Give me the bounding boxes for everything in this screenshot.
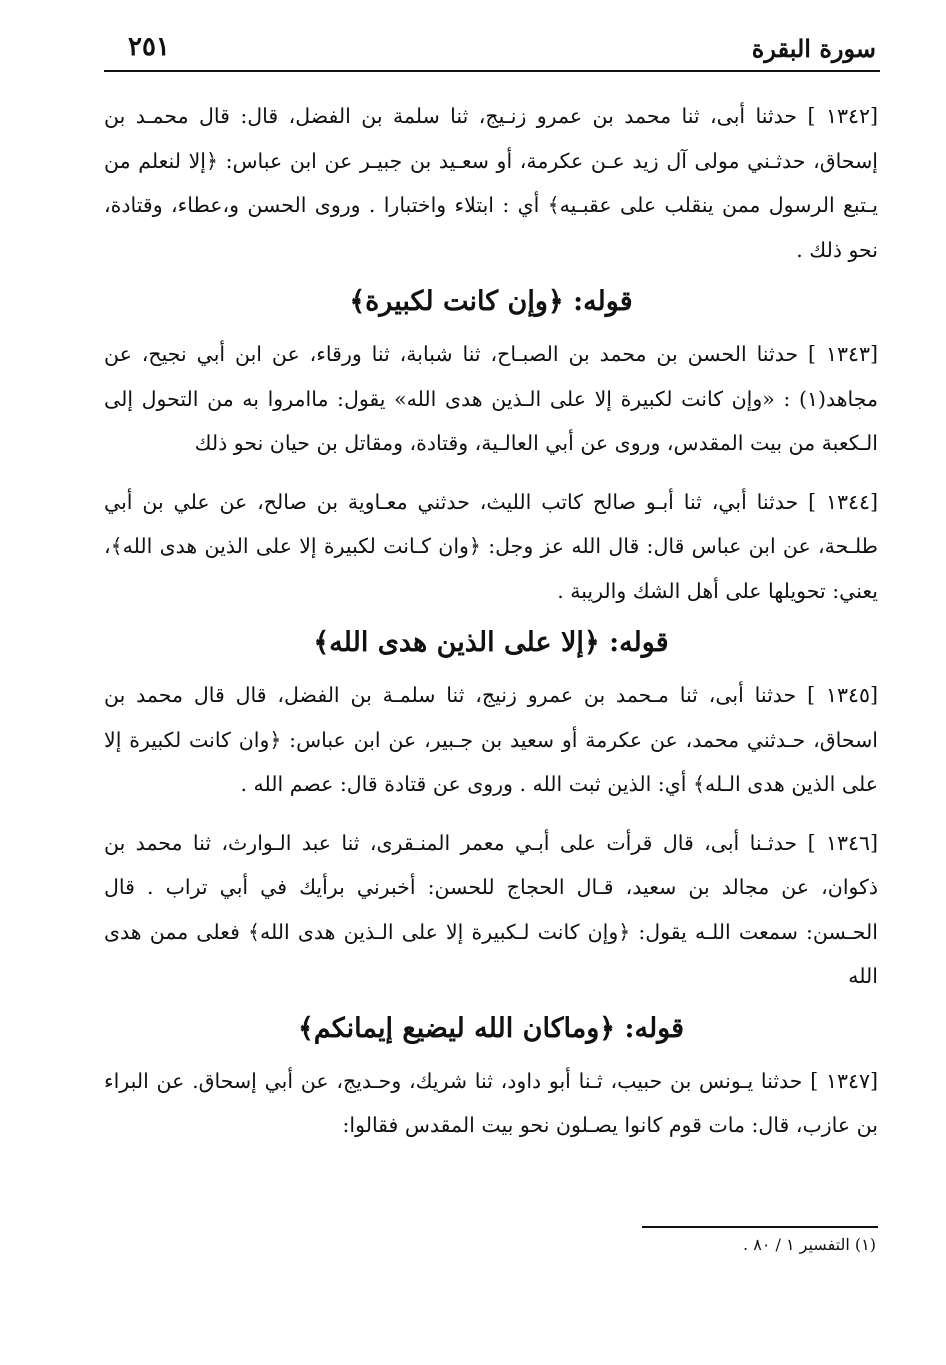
surah-title: سورة البقرة	[751, 34, 876, 63]
section-heading-2: قوله: ﴿إلا على الذين هدى الله﴾	[313, 627, 669, 658]
hadith-number: [١٣٤٢ ]	[807, 104, 878, 128]
paragraph-1345	[104, 673, 878, 807]
hadith-text: حدثنا أبى، ثنا مـحمد بن عمرو زنيج، ثنا سلمـة بن الفضل، قال قال محمد بن اسحاق، حـدثني محمد، عن عكرمة أو سعيد بن جـبير، عن ابن عباس: ﴿وان كانت لكبيرة إلا على الذين هدى الـله﴾ أي: الذين ثبت الله . وروى عن قتادة قال: عصم الله .	[104, 683, 878, 796]
footnote-divider	[642, 1226, 878, 1228]
main-text	[104, 94, 878, 1148]
paragraph-1344	[104, 480, 878, 614]
hadith-text: حدثنا الحسن بن محمد بن الصبـاح، ثنا شبابة، ثنا ورقاء، عن ابن أبي نجيح، عن مجاهد(١) : «وإن كانت لكبيرة إلا على الـذين هدى الله» يقول: ماامروا به من التحول إلى الـكعبة من بيت المقدس، وروى عن أبي العالـية، وقتادة، ومقاتل بن حيان نحو ذلك	[104, 342, 878, 455]
section-heading-3: قوله: ﴿وماكان الله ليضيع إيمانكم﴾	[297, 1012, 685, 1044]
hadith-number: [١٣٤٥ ]	[807, 683, 878, 707]
footnote: (١) التفسير ١ / ٨٠ .	[743, 1235, 876, 1254]
running-header	[104, 30, 880, 72]
hadith-text: حدثنا يـونس بن حبيب، ثـنا أبو داود، ثنا شريك، وحـديج، عن أبي إسحاق. عن البراء بن عازب، قال: مات قوم كانوا يصـلون نحو بيت المقدس فقالوا:	[104, 1068, 878, 1137]
hadith-text: حدثنا أبي، ثنا أبـو صالح كاتب الليث، حدثني معـاوية بن صالح، عن علي بن أبي طلـحة، عن ابن عباس قال: قال الله عز وجل: ﴿وان كـانت لكبيرة إلا على الذين هدى الله﴾، يعني: تحويلها على أهل الشك والريبة .	[104, 489, 878, 603]
hadith-number: [١٣٤٧ ]	[810, 1068, 878, 1093]
section-heading-1: قوله: ﴿وإن كانت لكبيرة﴾	[349, 286, 633, 317]
hadith-number: [١٣٤٣ ]	[808, 342, 878, 366]
hadith-text: حدثنا أبى، ثنا محمد بن عمرو زنـيج، ثنا سلمة بن الفضل، قال: قال محمـد بن إسحاق، حدثـني مولى آل زيد عـن عكرمة، أو سعـيد بن جبيـر عن ابن عباس: ﴿إلا لنعلم من يـتبع الرسول ممن ينقلب على عقبـيه﴾ أي : ابتلاء واختبارا . وروى الحسن و،عطاء، وقتادة، نحو ذلك .	[104, 104, 878, 262]
hadith-number: [١٣٤٤ ]	[808, 489, 879, 514]
paragraph-1347	[104, 1059, 878, 1148]
paragraph-1343	[104, 332, 878, 466]
hadith-text: حدثـنا أبى، قال قرأت على أبـي معمر المنـقرى، ثنا عبد الـوارث، ثنا محمد بن ذكوان، عن مجالد بن سعيد، قـال الحجاج للحسن: أخبرني برأيك في أبي تراب . قال الحـسن: سمعت اللـه يقول: ﴿وإن كانت لـكبيرة إلا على الـذين هدى الله﴾ فعلى ممن هدى الله	[104, 830, 878, 988]
paragraph-1346	[104, 821, 878, 999]
page-number: ٢٥١	[128, 32, 170, 62]
paragraph-1342	[104, 94, 878, 272]
hadith-number: [١٣٤٦ ]	[807, 830, 878, 855]
